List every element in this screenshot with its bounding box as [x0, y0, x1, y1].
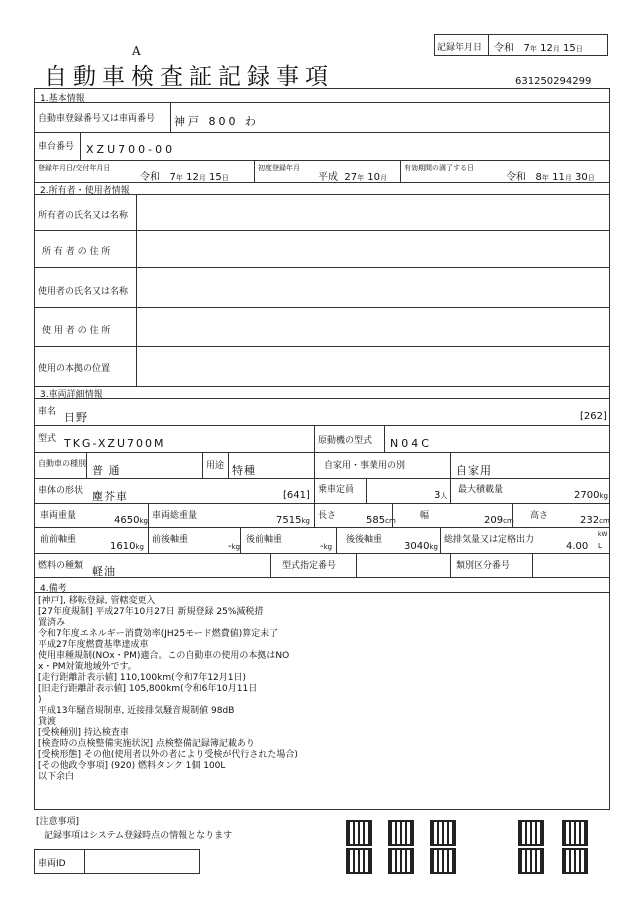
owner-name-label: 所有者の氏名又は名称 [38, 211, 129, 221]
remarks-line: [神戸], 移転登録, 管轄変更入 [38, 596, 156, 606]
model-label: 型式 [38, 434, 57, 444]
qr-code-icon [562, 820, 588, 846]
remarks-line: [走行距離計表示値] 110,100km(令和7年12月1日) [38, 673, 247, 683]
qr-code-icon [346, 820, 372, 846]
rear-front-axle-value: -kg [320, 541, 333, 552]
notes-text: 記録事項はシステム登録時点の情報となります [44, 831, 233, 841]
firstreg-label: 初度登録年月 [258, 164, 300, 172]
shape-label: 車体の形状 [38, 486, 84, 496]
remarks-line: 置済み [38, 618, 66, 628]
record-date-value: 令和 7年 12月 15日 [494, 43, 583, 54]
remarks-line: x・PM対策地域外です。 [38, 662, 137, 672]
regdate-label: 登録年月日/交付年月日 [38, 164, 111, 172]
remarks-line: [受検種別] 持込検査車 [38, 728, 129, 738]
width-label: 幅 [420, 511, 430, 521]
chassis-value: XZU700-00 [86, 143, 176, 156]
firstreg-value: 平成 27年 10月 [318, 172, 388, 183]
shape-value: 塵芥車 [92, 490, 128, 503]
user-address-label: 使 用 者 の 住 所 [42, 326, 111, 336]
base-location-label: 使用の本拠の位置 [38, 364, 111, 374]
maker-value: 日野 [64, 411, 88, 424]
displacement-label: 総排気量又は定格出力 [444, 535, 535, 545]
gross-value: 7515kg [276, 515, 310, 526]
qr-code-icon [430, 848, 456, 874]
remarks-line: 平成13年騒音規制車, 近接排気騒音規制値 98dB [38, 706, 235, 716]
page-title: 自動車検査証記録事項 [44, 64, 334, 90]
category-label: 類別区分番号 [456, 561, 511, 571]
notes-title: [注意事項] [36, 817, 80, 827]
record-date-label: 記録年月日 [437, 43, 483, 53]
engine-value: N04C [390, 437, 432, 450]
remarks-line: [旧走行距離計表示値] 105,800km(令和6年10月11日 [38, 684, 258, 694]
reg-number-value: 神戸 800 わ [174, 115, 259, 128]
remarks-line: [受検形態] その他(使用者以外の者により受検が代行された場合) [38, 750, 298, 760]
vehicle-id-label: 車両ID [38, 859, 66, 869]
kind-value: 普 通 [92, 464, 121, 477]
section-basic-title: 1.基本情報 [40, 94, 85, 104]
section-owner-title: 2.所有者・使用者情報 [40, 186, 130, 196]
remarks-line: [27年度規制] 平成27年10月27日 新規登録 25%減税措 [38, 607, 264, 617]
height-label: 高さ [530, 511, 549, 521]
owner-address-label: 所 有 者 の 住 所 [42, 247, 111, 257]
qr-code-icon [388, 820, 414, 846]
rear-front-axle-label: 後前軸重 [246, 535, 283, 545]
private-label: 自家用・事業用の別 [324, 461, 406, 471]
weight-value: 4650kg [114, 515, 148, 526]
maxload-value: 2700kg [574, 490, 608, 501]
remarks-line: [検査時の点検整備実施状況] 点検整備記録簿記載あり [38, 739, 255, 749]
qr-code-icon [518, 820, 544, 846]
kind-label: 自動車の種別 [38, 459, 86, 468]
designation-label: 型式指定番号 [282, 561, 337, 571]
capacity-label: 乗車定員 [318, 485, 355, 495]
section-remarks-title: 4.備考 [40, 584, 67, 594]
qr-code-icon [430, 820, 456, 846]
maxload-label: 最大積載量 [458, 485, 504, 495]
document-number: 631250294299 [515, 76, 592, 87]
fuel-value: 軽油 [92, 565, 116, 578]
remarks-line: [その他政令事項] (920) 燃料タンク 1個 100L [38, 761, 226, 771]
chassis-label: 車台番号 [38, 142, 75, 152]
gross-label: 車両総重量 [152, 511, 198, 521]
model-value: TKG-XZU700M [64, 437, 166, 450]
capacity-value: 3人 [434, 490, 448, 501]
maker-label: 車名 [38, 407, 57, 417]
displacement-unit-bottom: L [598, 542, 602, 550]
expiry-label: 有効期間の満了する日 [404, 164, 474, 172]
qr-code-icon [388, 848, 414, 874]
user-name-label: 使用者の氏名又は名称 [38, 287, 129, 297]
remarks-line: 平成27年度燃費基準達成車 [38, 640, 149, 650]
front-front-axle-label: 前前軸重 [40, 535, 77, 545]
displacement-unit-top: kW [598, 531, 608, 538]
rear-rear-axle-label: 後後軸重 [346, 535, 383, 545]
length-label: 長さ [318, 511, 337, 521]
height-value: 232cm [580, 515, 610, 526]
front-front-axle-value: 1610kg [110, 541, 144, 552]
remarks-line: 令和7年度エネルギー消費効率(JH25モード燃費値)算定未了 [38, 629, 279, 639]
fuel-label: 燃料の種類 [38, 561, 84, 571]
engine-label: 原動機の型式 [318, 436, 373, 446]
front-rear-axle-value: -kg [228, 541, 241, 552]
maker-code: [262] [580, 411, 607, 422]
regdate-value: 令和 7年 12月 15日 [140, 172, 229, 183]
qr-code-icon [346, 848, 372, 874]
rear-rear-axle-value: 3040kg [404, 541, 438, 552]
front-rear-axle-label: 前後軸重 [152, 535, 189, 545]
private-value: 自家用 [456, 464, 492, 477]
displacement-value: 4.00 [566, 541, 589, 552]
expiry-value: 令和 8年 11月 30日 [506, 172, 595, 183]
use-value: 特種 [232, 464, 256, 477]
length-value: 585cm [366, 515, 396, 526]
qr-code-icon [562, 848, 588, 874]
remarks-line: 以下余白 [38, 772, 75, 782]
shape-code: [641] [283, 490, 310, 501]
remarks-line: ) [38, 695, 42, 705]
weight-label: 車両重量 [40, 511, 77, 521]
remarks-line: 貸渡 [38, 717, 57, 727]
qr-code-icon [518, 848, 544, 874]
header-mark: A [132, 44, 141, 58]
remarks-text [38, 596, 298, 783]
reg-number-label: 自動車登録番号又は車両番号 [38, 114, 156, 124]
remarks-line: 使用車種規制(NOx・PM)適合。この自動車の使用の本拠はNO [38, 651, 290, 661]
width-value: 209cm [484, 515, 514, 526]
use-label: 用途 [206, 461, 225, 471]
section-vehicle-title: 3.車両詳細情報 [40, 390, 103, 400]
